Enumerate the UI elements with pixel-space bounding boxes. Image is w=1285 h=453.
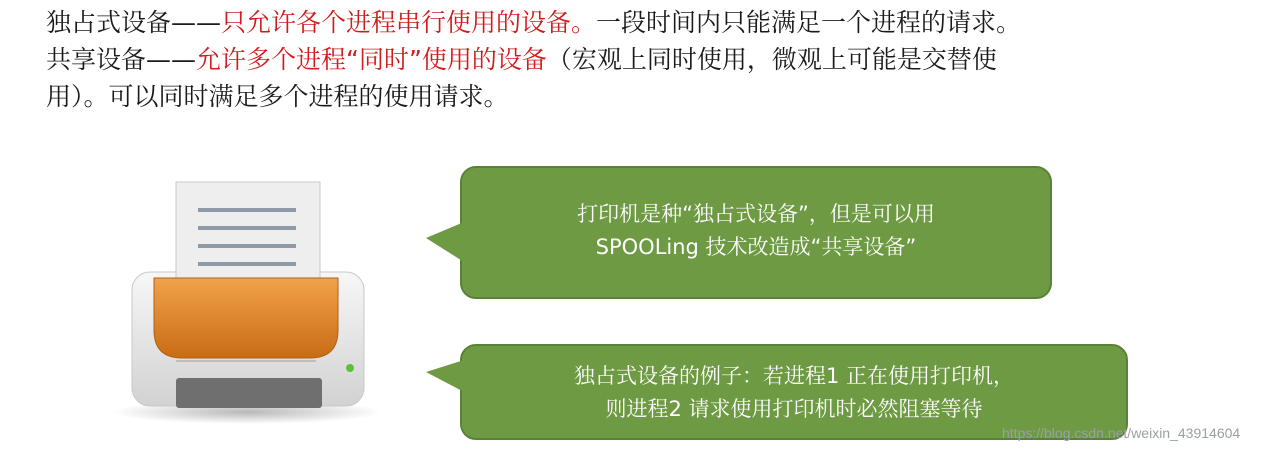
term-shared: 共享设备——	[46, 45, 197, 74]
definitions-text	[46, 4, 1246, 115]
highlight-shared: 允许多个进程“同时”使用的设备	[196, 45, 547, 74]
callout-spooling-line2: SPOOLing 技术改造成“共享设备”	[595, 235, 917, 259]
shared-device-definition	[46, 41, 1246, 78]
printer-icon	[112, 180, 382, 430]
desc-exclusive: 一段时间内只能满足一个进程的请求。	[596, 8, 1022, 37]
callout-spooling	[460, 166, 1052, 299]
shared-device-definition-cont: 用）。可以同时满足多个进程的使用请求。	[46, 82, 509, 111]
source-watermark: https://blog.csdn.net/weixin_43914604	[1002, 425, 1241, 441]
term-exclusive: 独占式设备——	[46, 8, 222, 37]
callout-example-line1: 独占式设备的例子：若进程1 正在使用打印机，	[573, 364, 1015, 388]
callout-spooling-line1: 打印机是种“独占式设备”，但是可以用	[577, 202, 935, 226]
callout-example-line2: 则进程2 请求使用打印机时必然阻塞等待	[605, 397, 983, 421]
exclusive-device-definition	[46, 4, 1246, 41]
desc-shared: （宏观上同时使用，微观上可能是交替使	[546, 45, 997, 74]
highlight-exclusive: 只允许各个进程串行使用的设备。	[221, 8, 597, 37]
